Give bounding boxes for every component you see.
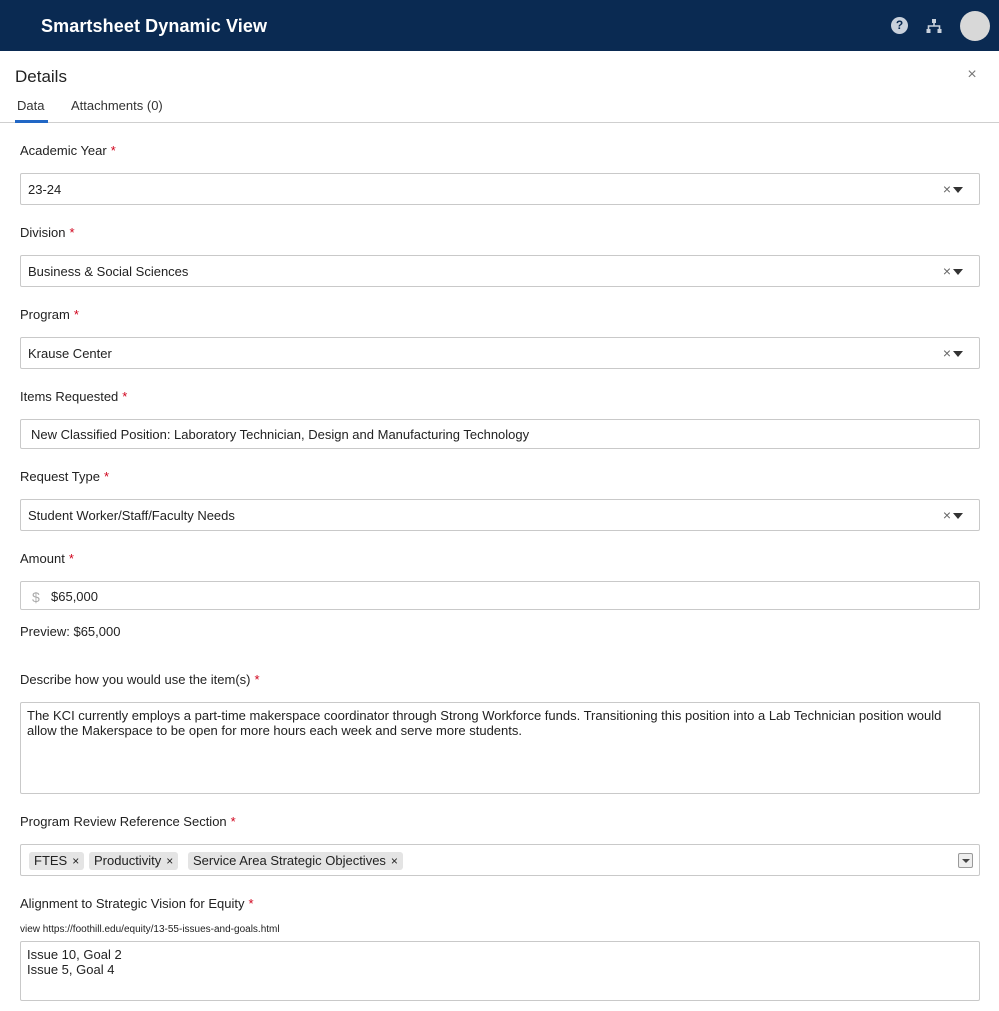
program-select[interactable] [20,337,980,369]
amount-preview: Preview: $65,000 [20,624,121,639]
describe-use-label: Describe how you would use the item(s) * [20,672,260,687]
chip-remove-icon[interactable]: × [166,854,174,868]
tab-bar [0,96,999,123]
items-requested-value: New Classified Position: Laboratory Technician, Design and Manufacturing Technology [31,427,530,442]
division-select[interactable] [20,255,980,287]
request-type-select[interactable] [20,499,980,531]
chevron-down-icon[interactable] [953,187,963,193]
chevron-down-icon[interactable] [953,513,963,519]
dollar-icon: $ [32,589,40,605]
describe-use-value: The KCI currently employs a part-time makerspace coordinator through Strong Workforce funds. Transitioning this position into a Lab Technician position would allow the Makerspace to be open for more hours each week and serve more students. [27,708,945,738]
items-requested-input[interactable] [20,419,980,449]
request-type-label: Request Type * [20,469,110,484]
program-label: Program * [20,307,79,322]
clear-icon[interactable]: × [942,507,951,523]
clear-icon[interactable]: × [942,263,951,279]
avatar[interactable] [960,11,990,41]
clear-icon[interactable]: × [942,181,951,197]
chip-remove-icon[interactable]: × [390,854,398,868]
program-review-multiselect[interactable] [20,844,980,876]
items-requested-label: Items Requested * [20,389,128,404]
panel-title: Details [15,67,67,86]
chip-remove-icon[interactable]: × [72,854,80,868]
describe-use-textarea[interactable] [20,702,980,794]
equity-alignment-label: Alignment to Strategic Vision for Equity * [20,896,254,911]
amount-input[interactable] [20,581,980,610]
division-label: Division * [20,225,75,240]
chevron-down-icon[interactable] [953,351,963,357]
chevron-down-icon[interactable] [953,269,963,275]
chip-service-area: Service Area Strategic Objectives × [188,852,403,870]
tab-data[interactable]: Data [17,98,45,113]
equity-hint: view https://foothill.edu/equity/13-55-issues-and-goals.html [20,924,280,935]
academic-year-value: 23-24 [28,182,62,197]
academic-year-label: Academic Year * [20,143,116,158]
tab-attachments[interactable]: Attachments (0) [71,98,163,113]
academic-year-select[interactable] [20,173,980,205]
equity-alignment-value: Issue 10, Goal 2 Issue 5, Goal 4 [27,947,122,977]
request-type-value: Student Worker/Staff/Faculty Needs [28,508,235,523]
amount-value: $65,000 [51,589,98,604]
chip-productivity: Productivity × [89,852,178,870]
active-tab-indicator [15,120,48,123]
equity-alignment-textarea[interactable] [20,941,980,1001]
sitemap-icon[interactable] [925,17,943,35]
close-icon[interactable]: × [967,66,977,83]
program-value: Krause Center [28,346,112,361]
amount-label: Amount * [20,551,74,566]
dropdown-toggle-button[interactable] [958,853,973,868]
chip-ftes: FTES × [29,852,84,870]
program-review-label: Program Review Reference Section * [20,814,236,829]
help-icon[interactable]: ? [891,17,908,34]
clear-icon[interactable]: × [942,345,951,361]
top-bar [0,0,999,51]
division-value: Business & Social Sciences [28,264,189,279]
app-title: Smartsheet Dynamic View [41,16,268,36]
